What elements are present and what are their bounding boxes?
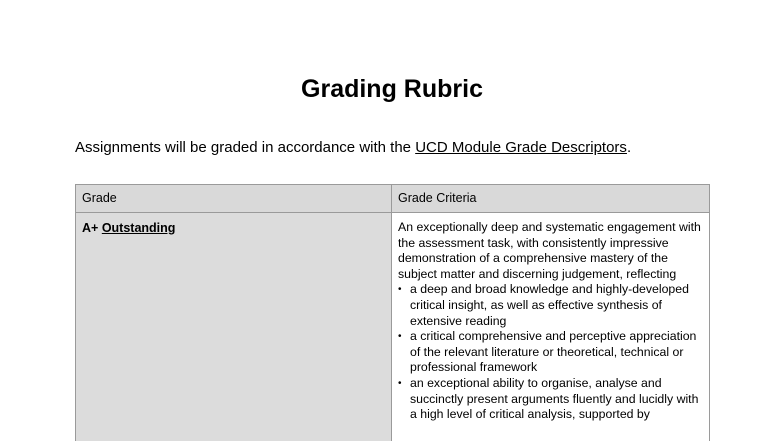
- grade-label: Outstanding: [101, 221, 176, 235]
- criteria-column-header: Grade Criteria: [392, 185, 710, 213]
- grade-descriptors-link[interactable]: UCD Module Grade Descriptors: [415, 139, 627, 156]
- grade-code: A+: [82, 221, 99, 235]
- criteria-list: [398, 282, 701, 422]
- bullet-icon: •: [398, 377, 402, 389]
- rubric-header-row: [76, 185, 710, 213]
- grade-column-header: Grade: [76, 185, 392, 213]
- list-item-text: a deep and broad knowledge and highly-developed critical insight, as well as effective synthesis of extensive reading: [410, 282, 689, 328]
- intro-text: [75, 138, 631, 158]
- list-item: [398, 329, 701, 376]
- list-item-text: an exceptional ability to organise, analyse and succinctly present arguments fluently and lucidly with a high level of critical analysis, supported by: [410, 375, 699, 422]
- bullet-icon: •: [398, 284, 402, 296]
- table-row: [76, 213, 710, 441]
- criteria-cell: [392, 213, 710, 441]
- list-item: [398, 282, 701, 329]
- list-item: [398, 376, 701, 423]
- intro-text-before: Assignments will be graded in accordance with the: [75, 139, 416, 156]
- page-title: Grading Rubric: [301, 75, 483, 103]
- rubric-table: [75, 184, 710, 441]
- intro-text-after: .: [626, 139, 632, 156]
- grade-cell: [76, 213, 392, 441]
- bullet-icon: •: [398, 331, 402, 343]
- list-item-text: a critical comprehensive and perceptive appreciation of the relevant literature or theoretical, technical or professional framework: [410, 329, 697, 375]
- criteria-description: An exceptionally deep and systematic engagement with the assessment task, with consistently impressive demonstration of a comprehensive mastery of the subject matter and discerning judgement, reflecting: [398, 220, 701, 281]
